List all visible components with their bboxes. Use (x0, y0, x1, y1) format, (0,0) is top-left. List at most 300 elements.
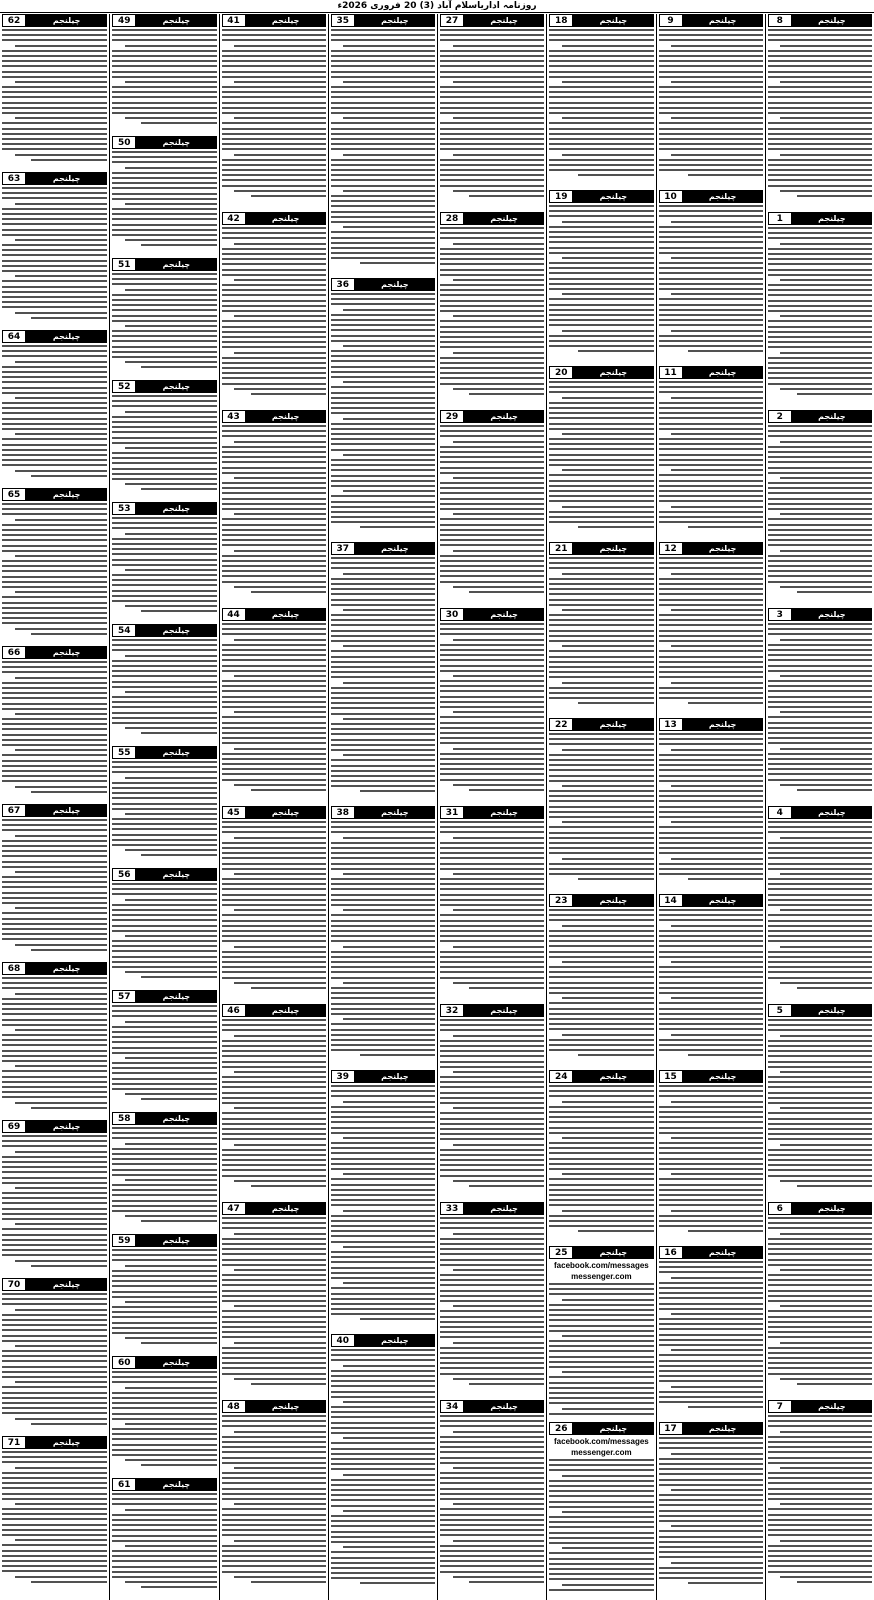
text-line (2, 1498, 107, 1500)
text-line (440, 498, 544, 500)
text-line (659, 1225, 763, 1227)
text-line (768, 1508, 872, 1510)
text-line (780, 243, 872, 245)
text-line (440, 852, 544, 854)
text-line (251, 1581, 326, 1583)
text-line (659, 417, 763, 419)
text-line (768, 65, 872, 67)
text-line (562, 81, 654, 83)
text-line (360, 526, 435, 528)
text-line (440, 55, 544, 57)
text-line (331, 883, 435, 885)
ad-header (2, 14, 107, 27)
text-line (125, 1179, 217, 1181)
text-line (222, 362, 326, 364)
ad-section-label: چیلنجم (573, 542, 653, 555)
text-line (659, 992, 763, 994)
text-line (2, 234, 107, 236)
text-line (797, 1383, 872, 1385)
text-line (331, 614, 435, 616)
text-line (222, 951, 326, 953)
text-line (331, 930, 435, 932)
text-line (125, 777, 217, 779)
text-line (331, 666, 435, 668)
ad-number: 67 (2, 804, 26, 817)
text-line (659, 1028, 763, 1030)
text-line (440, 305, 544, 307)
text-line (331, 39, 435, 41)
text-line (659, 283, 763, 285)
text-line (2, 1034, 107, 1036)
text-line (331, 1448, 435, 1450)
text-line (440, 65, 544, 67)
text-line (331, 91, 435, 93)
text-line (331, 1484, 435, 1486)
text-line (780, 352, 872, 354)
text-line (331, 1184, 435, 1186)
text-line (562, 221, 654, 223)
text-line (112, 71, 216, 73)
text-line (222, 696, 326, 698)
text-line (768, 1238, 872, 1240)
text-line (659, 164, 763, 166)
text-line (659, 1013, 763, 1015)
text-line (549, 604, 653, 606)
text-line (549, 288, 653, 290)
text-line (671, 821, 763, 823)
text-line (659, 1572, 763, 1574)
text-line (112, 273, 216, 275)
text-line (780, 388, 872, 390)
ad-header (440, 1202, 544, 1215)
text-line (549, 1163, 653, 1165)
text-line (659, 112, 763, 114)
text-line (440, 1092, 544, 1094)
text-line (469, 195, 544, 197)
ad-header (222, 410, 326, 423)
ad-body-text (440, 821, 544, 989)
text-line (222, 112, 326, 114)
text-line (112, 1088, 216, 1090)
text-line (112, 193, 216, 195)
text-line (440, 383, 544, 385)
text-line (2, 381, 107, 383)
text-line (331, 987, 435, 989)
text-line (797, 195, 872, 197)
text-line (768, 1529, 872, 1531)
text-line (768, 320, 872, 322)
text-line (331, 138, 435, 140)
text-line (2, 1508, 107, 1510)
text-line (112, 218, 216, 220)
text-line (440, 508, 544, 510)
ad-header (112, 502, 216, 515)
text-line (440, 623, 544, 625)
text-line (2, 34, 107, 36)
text-line (222, 821, 326, 823)
text-line (2, 881, 107, 883)
text-line (331, 1411, 435, 1413)
text-line (768, 451, 872, 453)
text-line (549, 992, 653, 994)
text-line (659, 1551, 763, 1553)
text-line (234, 748, 326, 750)
text-line (112, 416, 216, 418)
text-line (2, 550, 107, 552)
text-line (331, 1494, 435, 1496)
text-line (234, 1342, 326, 1344)
text-line (222, 966, 326, 968)
text-line (549, 676, 653, 678)
text-line (453, 1503, 545, 1505)
text-line (549, 863, 653, 865)
ad-header (2, 1278, 107, 1291)
text-line (768, 518, 872, 520)
ad-body-text (549, 1085, 653, 1232)
text-line (671, 858, 763, 860)
text-line (768, 920, 872, 922)
text-line (780, 1540, 872, 1542)
text-line (768, 1284, 872, 1286)
text-line (112, 1153, 216, 1155)
text-line (440, 96, 544, 98)
text-line (659, 340, 763, 342)
classified-ad (440, 410, 544, 602)
text-line (331, 1427, 435, 1429)
text-line (15, 944, 108, 946)
text-line (671, 221, 763, 223)
text-line (440, 581, 544, 583)
text-line (331, 1525, 435, 1527)
ad-body-text (549, 557, 653, 704)
text-line (343, 454, 435, 456)
text-line (768, 878, 872, 880)
text-line (659, 842, 763, 844)
text-line (549, 842, 653, 844)
text-line (112, 706, 216, 708)
text-line (768, 346, 872, 348)
text-line (112, 395, 216, 397)
text-line (768, 1045, 872, 1047)
text-line (234, 711, 326, 713)
classified-ad (222, 1202, 326, 1394)
text-line (2, 539, 107, 541)
text-line (222, 174, 326, 176)
text-line (768, 39, 872, 41)
text-line (659, 1008, 763, 1010)
text-line (112, 1083, 216, 1085)
text-line (222, 758, 326, 760)
ad-number: 57 (112, 990, 136, 1003)
classified-ad (659, 718, 763, 888)
ad-section-label: چیلنجم (136, 1112, 216, 1125)
text-line (331, 583, 435, 585)
text-line (331, 303, 435, 305)
text-line (780, 1269, 872, 1271)
ad-section-label: چیلنجم (136, 1356, 216, 1369)
ad-number: 54 (112, 624, 136, 637)
text-line (797, 1581, 872, 1583)
text-line (331, 34, 435, 36)
text-line (125, 1581, 217, 1583)
text-line (768, 1274, 872, 1276)
text-line (331, 1458, 435, 1460)
text-line (222, 732, 326, 734)
text-line (549, 448, 653, 450)
text-line (2, 607, 107, 609)
text-line (659, 1220, 763, 1222)
text-line (2, 581, 107, 583)
text-line (780, 1467, 872, 1469)
text-line (659, 480, 763, 482)
text-line (549, 971, 653, 973)
text-line (659, 1199, 763, 1201)
text-line (222, 503, 326, 505)
text-line (2, 718, 107, 720)
text-line (768, 685, 872, 687)
text-line (549, 795, 653, 797)
ad-header (331, 1334, 435, 1347)
text-line (331, 557, 435, 559)
text-line (112, 213, 216, 215)
text-line (222, 472, 326, 474)
text-line (768, 737, 872, 739)
text-line (671, 1137, 763, 1139)
text-line (2, 138, 107, 140)
text-line (549, 386, 653, 388)
ad-number: 7 (768, 1400, 792, 1413)
ad-section-label: چیلنجم (26, 14, 107, 27)
text-line (2, 444, 107, 446)
text-line (112, 1249, 216, 1251)
text-line (2, 213, 107, 215)
text-line (331, 1396, 435, 1398)
text-line (768, 1055, 872, 1057)
text-line (343, 1246, 435, 1248)
text-line (659, 1292, 763, 1294)
text-line (222, 539, 326, 541)
text-line (222, 487, 326, 489)
text-line (549, 60, 653, 62)
text-line (768, 60, 872, 62)
text-line (2, 739, 107, 741)
text-line (222, 1555, 326, 1557)
text-line (768, 122, 872, 124)
text-line (2, 617, 107, 619)
text-line (659, 1111, 763, 1113)
text-line (222, 1284, 326, 1286)
text-line (222, 518, 326, 520)
text-line (112, 717, 216, 719)
text-line (2, 1518, 107, 1520)
text-line (2, 286, 107, 288)
text-line (780, 784, 872, 786)
classified-ad (440, 1202, 544, 1394)
text-line (549, 557, 653, 559)
text-line (659, 583, 763, 585)
text-line (2, 545, 107, 547)
text-line (331, 319, 435, 321)
text-line (2, 1019, 107, 1021)
text-line (549, 1464, 653, 1466)
text-line (112, 86, 216, 88)
text-line (222, 185, 326, 187)
text-line (549, 692, 653, 694)
text-line (659, 309, 763, 311)
text-line (2, 1076, 107, 1078)
text-line (549, 272, 653, 274)
text-line (112, 1498, 216, 1500)
text-line (222, 284, 326, 286)
text-line (331, 60, 435, 62)
text-line (331, 925, 435, 927)
text-line (562, 821, 654, 823)
column (0, 14, 109, 1600)
text-line (331, 511, 435, 513)
text-line (331, 599, 435, 601)
ad-header (2, 646, 107, 659)
text-line (440, 914, 544, 916)
ad-body-text (549, 909, 653, 1056)
text-line (2, 1456, 107, 1458)
text-line (112, 1184, 216, 1186)
text-line (440, 467, 544, 469)
text-line (15, 1503, 108, 1505)
text-line (112, 1428, 216, 1430)
text-line (234, 675, 326, 677)
ad-body-text (2, 1451, 107, 1583)
text-line (343, 381, 435, 383)
text-line (549, 1340, 653, 1342)
text-line (440, 1514, 544, 1516)
text-line (222, 86, 326, 88)
text-line (659, 1515, 763, 1517)
ad-number: 52 (112, 380, 136, 393)
text-line (768, 331, 872, 333)
text-line (549, 935, 653, 937)
text-line (440, 1498, 544, 1500)
text-line (549, 1194, 653, 1196)
text-line (331, 1406, 435, 1408)
text-line (440, 654, 544, 656)
text-line (222, 1050, 326, 1052)
text-line (549, 873, 653, 875)
text-line (659, 619, 763, 621)
text-line (112, 351, 216, 353)
classified-ad (659, 542, 763, 712)
text-line (331, 112, 435, 114)
text-line (222, 248, 326, 250)
text-line (549, 966, 653, 968)
text-line (440, 659, 544, 661)
text-line (234, 1180, 326, 1182)
text-line (659, 76, 763, 78)
text-line (234, 1269, 326, 1271)
text-line (343, 873, 435, 875)
text-line (331, 397, 435, 399)
text-line (659, 764, 763, 766)
text-line (768, 467, 872, 469)
text-line (112, 1174, 216, 1176)
ad-section-label: چیلنجم (573, 894, 653, 907)
text-line (222, 1066, 326, 1068)
text-line (234, 388, 326, 390)
text-line (15, 361, 108, 363)
text-line (222, 1086, 326, 1088)
text-line (549, 1039, 653, 1041)
text-line (2, 345, 107, 347)
ad-number: 26 (549, 1422, 573, 1435)
text-line (549, 650, 653, 652)
text-line (112, 1026, 216, 1028)
ad-number: 4 (768, 806, 792, 819)
text-line (671, 961, 763, 963)
text-line (768, 1092, 872, 1094)
text-line (659, 381, 763, 383)
text-line (331, 1142, 435, 1144)
text-line (549, 775, 653, 777)
ad-number: 37 (331, 542, 355, 555)
text-line (659, 1318, 763, 1320)
text-line (125, 1423, 217, 1425)
text-line (440, 534, 544, 536)
text-line (2, 1208, 107, 1210)
column (765, 14, 874, 1600)
text-line (549, 267, 653, 269)
text-line (549, 1485, 653, 1487)
text-line (768, 1024, 872, 1026)
ad-header (549, 542, 653, 555)
text-line (222, 456, 326, 458)
text-line (671, 682, 763, 684)
ad-body-text (222, 821, 326, 989)
text-line (671, 609, 763, 611)
ad-section-label: چیلنجم (26, 488, 107, 501)
text-line (112, 966, 216, 968)
text-line (31, 475, 107, 477)
ad-header (112, 868, 216, 881)
text-line (31, 1581, 107, 1583)
text-line (15, 1467, 108, 1469)
text-line (112, 888, 216, 890)
text-line (112, 1571, 216, 1573)
text-line (659, 438, 763, 440)
text-line (331, 1023, 435, 1025)
text-line (768, 1555, 872, 1557)
text-line (768, 670, 872, 672)
text-line (2, 1096, 107, 1098)
text-line (549, 71, 653, 73)
text-line (331, 1298, 435, 1300)
text-line (659, 1391, 763, 1393)
text-line (343, 45, 435, 47)
ad-body-text (768, 425, 872, 593)
text-line (2, 1360, 107, 1362)
text-line (549, 956, 653, 958)
text-line (222, 1550, 326, 1552)
text-line (659, 1152, 763, 1154)
text-line (768, 930, 872, 932)
text-line (331, 1225, 435, 1227)
text-line (222, 138, 326, 140)
text-line (440, 1159, 544, 1161)
text-line (112, 1493, 216, 1495)
text-line (2, 1376, 107, 1378)
text-line (440, 1138, 544, 1140)
ad-body-text (768, 1019, 872, 1187)
ad-section-label: چیلنجم (246, 806, 326, 819)
text-line (549, 764, 653, 766)
